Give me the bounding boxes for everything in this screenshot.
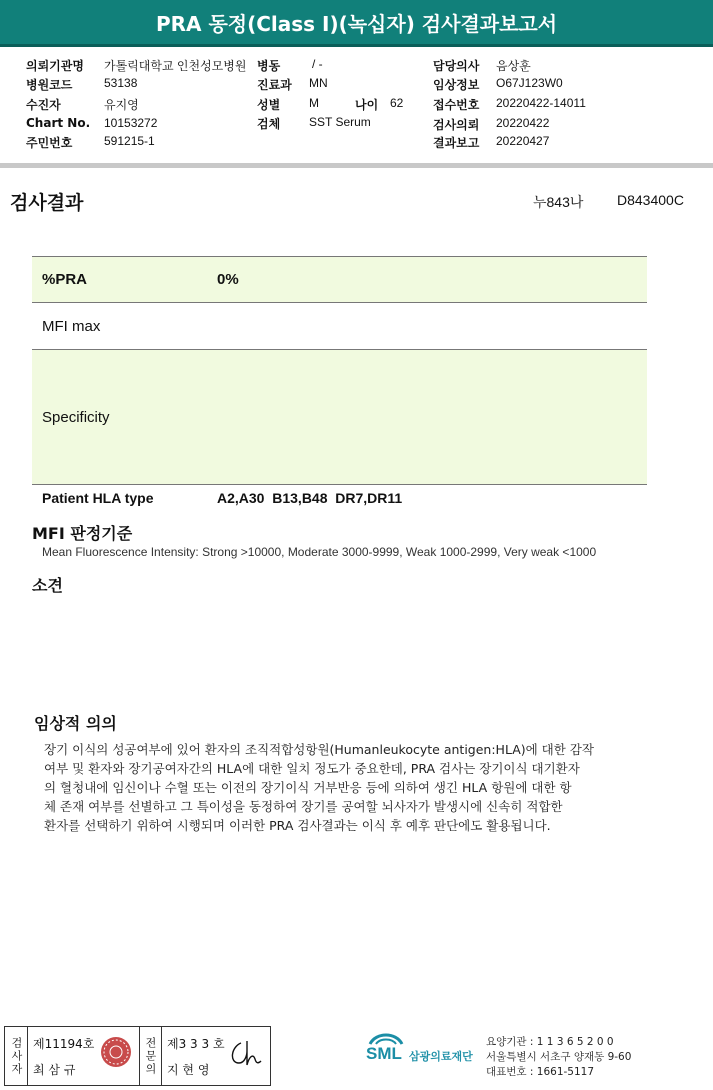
report-date-value: 20220427	[496, 134, 550, 148]
result-table	[32, 256, 647, 485]
dept-label: 진료과	[257, 78, 292, 92]
patient-value: 유지영	[104, 98, 139, 112]
report-date-label: 결과보고	[433, 136, 480, 150]
result-row-mfi	[32, 303, 647, 350]
inspector-cell	[27, 1027, 140, 1085]
code-label: 병원코드	[26, 78, 73, 92]
clinical-value: O67J123W0	[496, 76, 563, 90]
age-label: 나이	[355, 98, 379, 112]
specimen-value: SST Serum	[309, 115, 371, 129]
request-label: 검사의뢰	[433, 118, 480, 132]
report-title: PRA 동정(Class I)(녹십자) 검사결과보고서	[0, 0, 713, 47]
org-name: 삼광의료재단	[409, 1050, 473, 1063]
dept-value: MN	[309, 76, 328, 90]
mfi-max-value	[207, 303, 647, 350]
mfi-criteria-title: MFI 판정기준	[32, 524, 133, 543]
receipt-label: 접수번호	[433, 98, 480, 112]
header-divider	[0, 163, 713, 168]
chart-label: Chart No.	[26, 116, 91, 130]
org-logo	[366, 1032, 406, 1066]
ward-value: / -	[312, 57, 323, 71]
signature-icon	[227, 1037, 263, 1071]
specialist-cell	[161, 1027, 269, 1085]
pra-value: 0%	[207, 257, 647, 303]
inspector-name: 최 삼 규	[33, 1063, 76, 1077]
result-section-title: 검사결과	[10, 192, 84, 214]
id-value: 591215-1	[104, 134, 155, 148]
age-value: 62	[390, 96, 404, 110]
result-code-2: D843400C	[617, 192, 684, 208]
hla-type-label: Patient HLA type	[42, 490, 154, 506]
significance-line: 체 존재 여부를 선별하고 그 특이성을 동정하여 장기를 공여할 뇌사자가 발생시에 신속히 적합한	[44, 799, 563, 814]
opinion-title: 소견	[32, 576, 63, 595]
code-value: 53138	[104, 76, 138, 90]
hla-type-value: A2,A30 B13,B48 DR7,DR11	[217, 490, 403, 506]
sex-value: M	[309, 96, 319, 110]
doctor-value: 음상훈	[496, 59, 531, 73]
mfi-criteria-text: Mean Fluorescence Intensity: Strong >10000, Moderate 3000-9999, Weak 1000-2999, Very weak <1000	[42, 545, 597, 559]
significance-line: 여부 및 환자와 장기공여자간의 HLA에 대한 일치 정도가 중요한데, PRA 검사는 장기이식 대기환자	[44, 761, 580, 776]
significance-line: 의 혈청내에 임신이나 수혈 또는 이전의 장기이식 거부반응 등에 의하여 생긴 HLA 항원에 대한 항	[44, 780, 572, 795]
inspector-label: 검사자	[5, 1027, 28, 1085]
specificity-value	[207, 350, 647, 485]
signature-box	[4, 1026, 271, 1086]
mfi-max-label: MFI max	[32, 303, 207, 350]
significance-text	[44, 740, 644, 835]
org-address: 서울특별시 서초구 양재동 9-60	[486, 1051, 632, 1063]
result-row-pra	[32, 257, 647, 303]
id-label: 주민번호	[26, 136, 73, 150]
specialist-name: 지 현 영	[167, 1063, 210, 1077]
pra-label: %PRA	[32, 257, 207, 303]
specificity-label: Specificity	[32, 350, 207, 485]
clinical-label: 임상정보	[433, 78, 480, 92]
doctor-label: 담당의사	[433, 59, 480, 73]
ward-label: 병동	[257, 59, 281, 73]
request-value: 20220422	[496, 116, 550, 130]
chart-value: 10153272	[104, 116, 158, 130]
receipt-value: 20220422-14011	[496, 96, 586, 110]
inspector-number: 제11194호	[33, 1037, 95, 1051]
sex-label: 성별	[257, 98, 281, 112]
specialist-number: 제3 3 3 호	[167, 1037, 225, 1051]
specialist-label: 전문의	[139, 1027, 162, 1085]
org-logo-text: SML	[366, 1044, 402, 1063]
significance-line: 장기 이식의 성공여부에 있어 환자의 조직적합성항원(Humanleukocyte antigen:HLA)에 대한 감작	[44, 742, 594, 757]
org-phone: 대표번호 : 1661-5117	[486, 1066, 595, 1078]
result-code-1: 누843나	[533, 194, 584, 210]
significance-title: 임상적 의의	[34, 714, 117, 733]
result-row-specificity	[32, 350, 647, 485]
hospital-value: 가톨릭대학교 인천성모병원	[104, 59, 247, 73]
specimen-label: 검체	[257, 117, 281, 131]
patient-label: 수진자	[26, 98, 61, 112]
hospital-label: 의뢰기관명	[26, 59, 84, 73]
seal-icon	[101, 1037, 131, 1067]
org-code: 요양기관 : 1 1 3 6 5 2 0 0	[486, 1036, 614, 1048]
significance-line: 환자를 선택하기 위하여 시행되며 이러한 PRA 검사결과는 이식 후 예후 판단에도 활용됩니다.	[44, 818, 551, 833]
